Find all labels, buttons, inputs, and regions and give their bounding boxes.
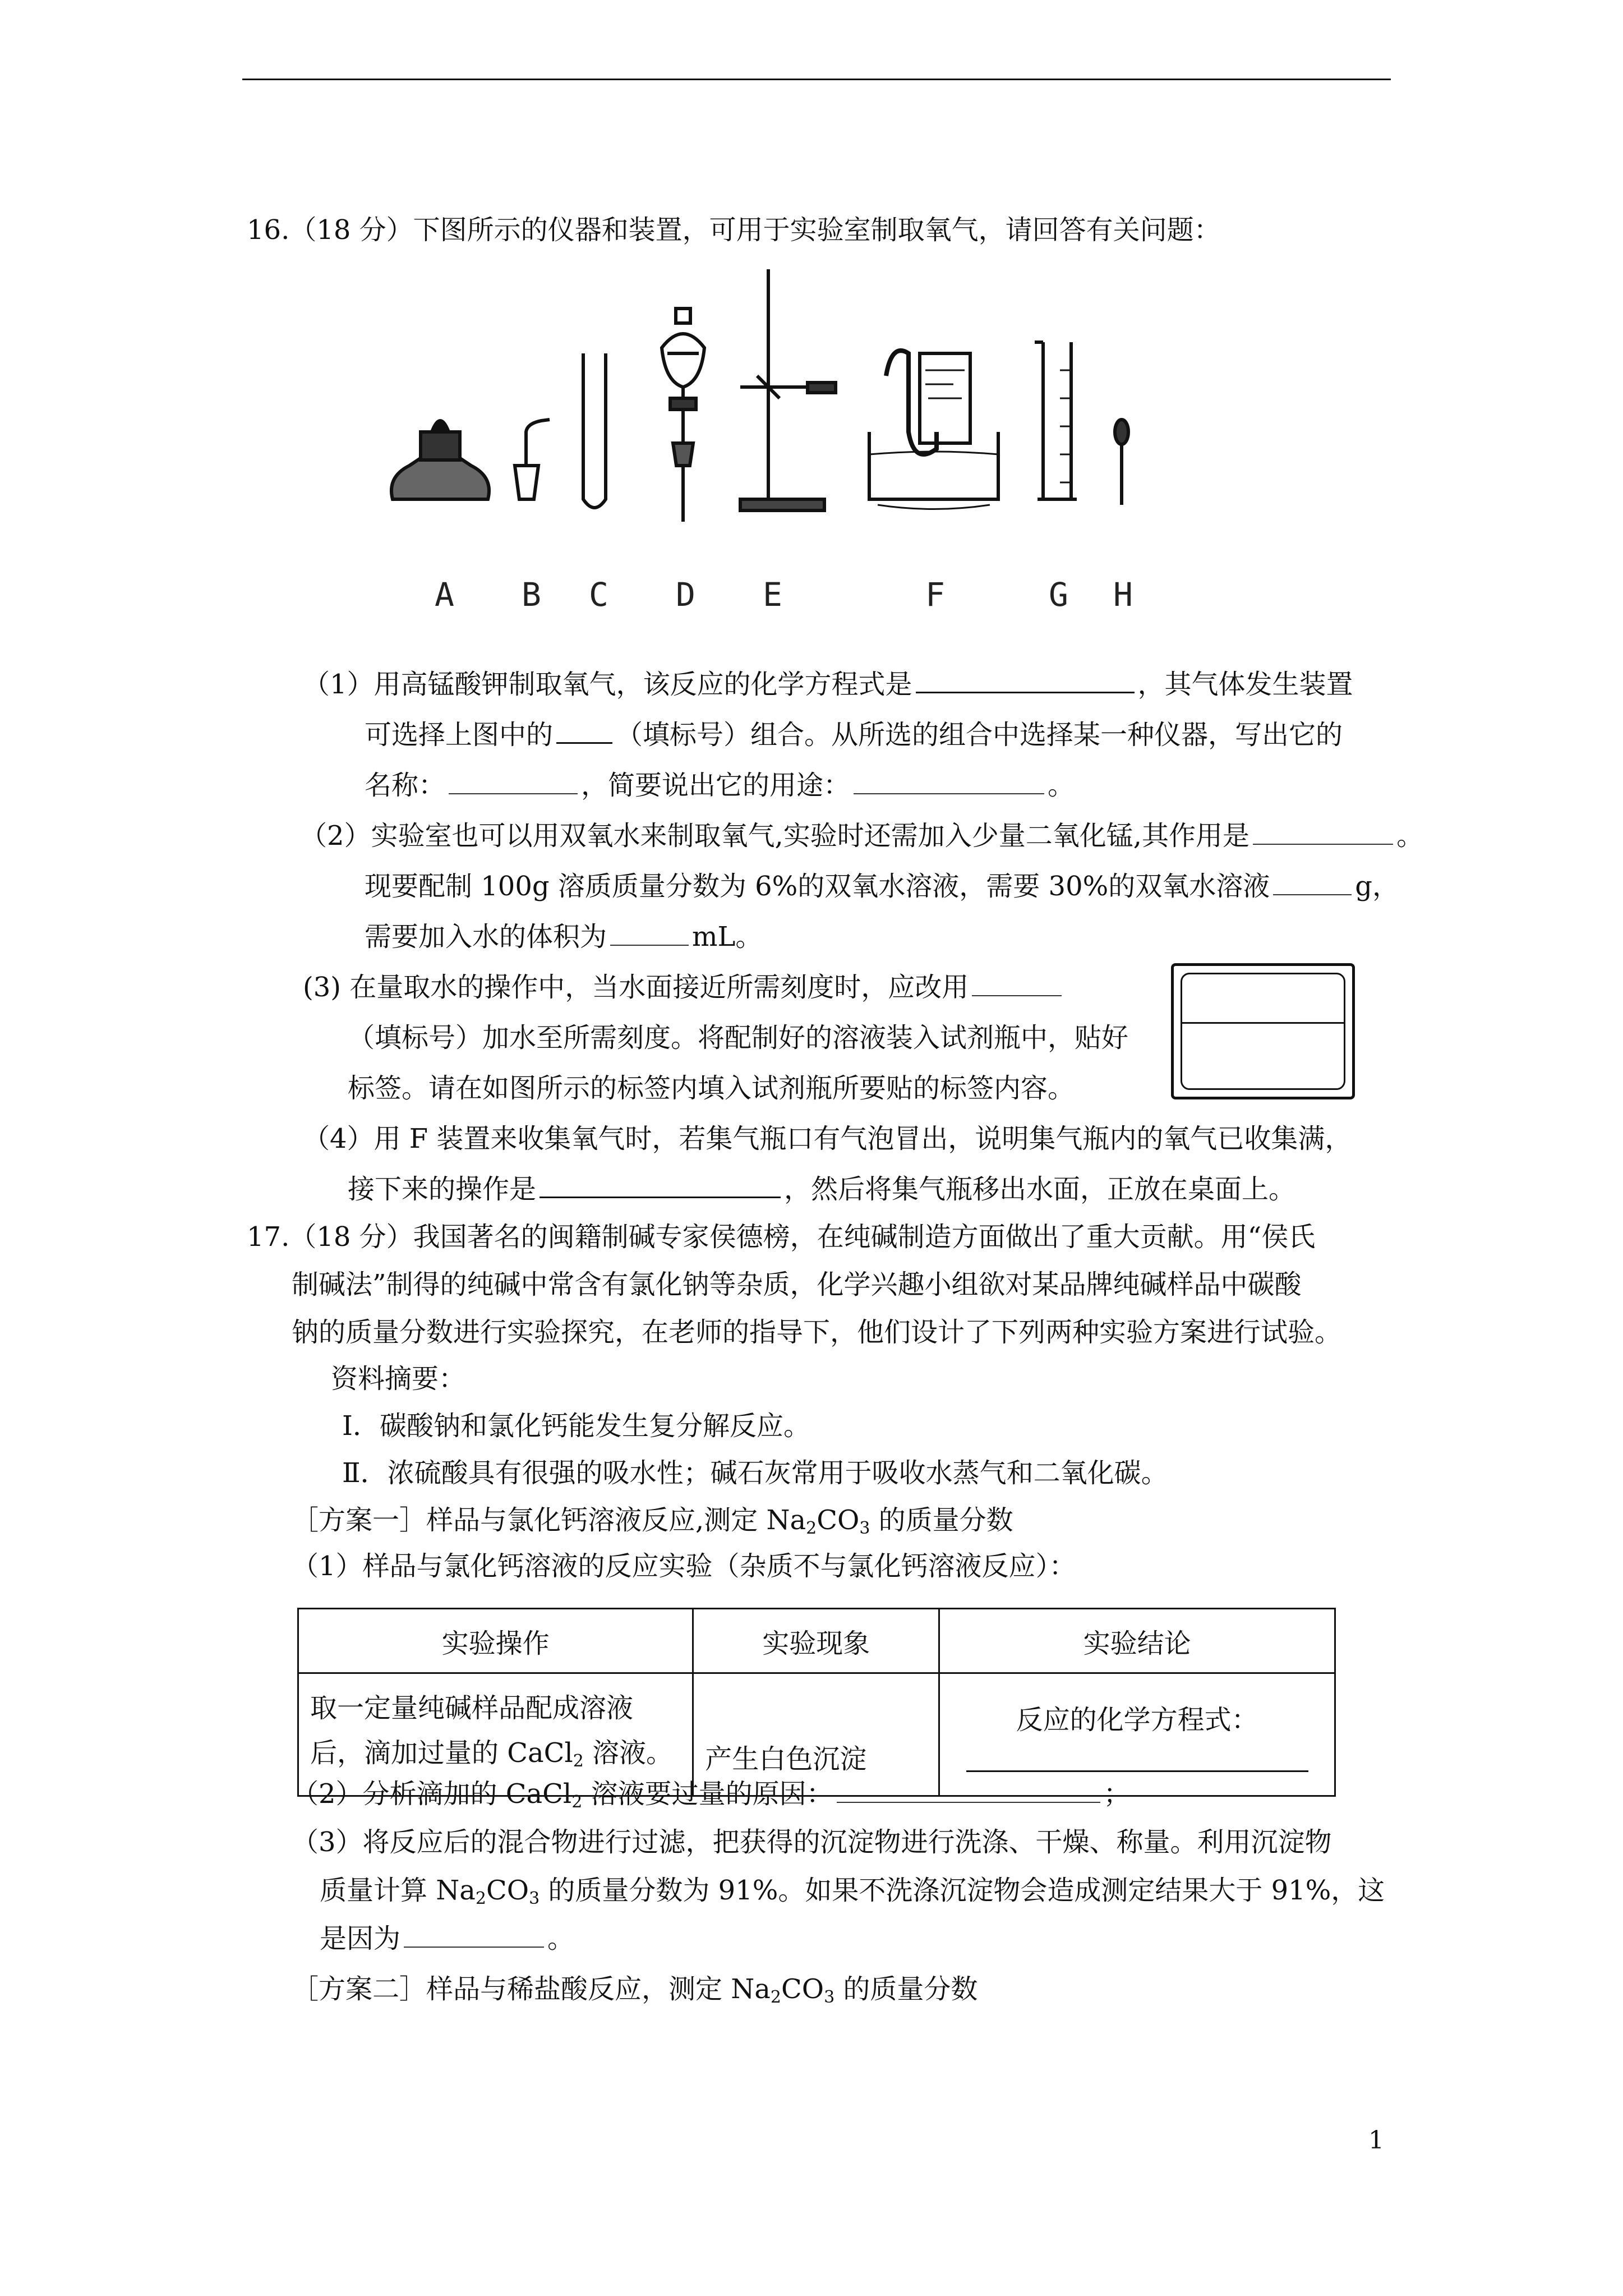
q16-part1-line3 xyxy=(365,769,1075,802)
header-phenomenon: 实验现象 xyxy=(693,1609,939,1673)
answer-blank-excess-reason[interactable] xyxy=(837,1779,1100,1803)
q17-q1: （1）样品与氯化钙溶液的反应实验（杂质不与氯化钙溶液反应）： xyxy=(292,1550,1076,1582)
plan1-sub-2: 3 xyxy=(859,1519,870,1538)
q2-text-c: ； xyxy=(1103,1778,1131,1810)
plan2-text-b: CO xyxy=(781,1973,824,2005)
q3-sub-2: 3 xyxy=(529,1889,540,1908)
plan2-text-c: 的质量分数 xyxy=(834,1973,978,2005)
conclusion-text: 反应的化学方程式： xyxy=(1016,1704,1258,1736)
q16-part4-line2 xyxy=(348,1172,1295,1206)
alcohol-lamp xyxy=(391,421,489,499)
answer-blank-unwashed-reason[interactable] xyxy=(404,1924,544,1948)
plan2-text-a: ［方案二］样品与稀盐酸反应，测定 Na xyxy=(292,1973,771,2005)
op-sub: 2 xyxy=(573,1751,584,1771)
plan1-sub-1: 2 xyxy=(806,1519,817,1538)
answer-blank-solution-mass[interactable] xyxy=(1273,872,1352,895)
answer-blank-next-step[interactable] xyxy=(540,1174,781,1198)
op-line2 xyxy=(310,1731,681,1784)
q3-text-b: CO xyxy=(486,1875,529,1906)
op-line2-a: 后，滴加过量的 CaCl xyxy=(310,1737,573,1769)
q17-q3-line3 xyxy=(320,1922,574,1955)
label-divider xyxy=(1181,1022,1345,1024)
label-inner-border xyxy=(1181,973,1345,1090)
answer-blank-mno2-role[interactable] xyxy=(1253,821,1393,845)
q16-p1-text-c: 可选择上图中的 xyxy=(365,719,554,751)
q16-part1-line2 xyxy=(365,718,1343,752)
q17-intro-line1: 17.（18 分）我国著名的闽籍制碱专家侯德榜，在纯碱制造方面做出了重大贡献。用“侯氏 xyxy=(247,1221,1316,1253)
q16-part2-line3 xyxy=(365,920,762,954)
q16-p1-text-e: 名称： xyxy=(365,770,446,801)
q17-plan2-title xyxy=(292,1972,978,2014)
q16-stem: 16.（18 分）下图所示的仪器和装置，可用于实验室制取氧气，请回答有关问题： xyxy=(247,214,1221,246)
reagent-label-box[interactable] xyxy=(1171,963,1355,1099)
q16-p1-text-b: ，其气体发生装置 xyxy=(1137,669,1353,700)
label-A: A xyxy=(435,576,454,614)
phenomenon-text: 产生白色沉淀 xyxy=(705,1743,867,1775)
q16-p2-text-e: 需要加入水的体积为 xyxy=(365,921,607,953)
answer-blank-table-equation[interactable] xyxy=(966,1748,1308,1772)
q3-text-d: 是因为 xyxy=(320,1923,401,1954)
q16-p4-text-c: ，然后将集气瓶移出水面，正放在桌面上。 xyxy=(784,1174,1296,1205)
q16-p1-text-d: （填标号）组合。从所选的组合中选择某一种仪器，写出它的 xyxy=(616,719,1343,751)
q17-plan1-title xyxy=(292,1503,1013,1545)
q16-part4-line1: （4）用 F 装置来收集氧气时，若集气瓶口有气泡冒出，说明集气瓶内的氧气已收集满， xyxy=(303,1123,1352,1154)
plan1-text-c: 的质量分数 xyxy=(870,1504,1013,1536)
page-number: 1 xyxy=(1368,2126,1384,2155)
answer-blank-usage[interactable] xyxy=(854,771,1044,794)
answer-blank-equation[interactable] xyxy=(916,669,1135,693)
q16-p4-text-b: 接下来的操作是 xyxy=(348,1174,537,1205)
q16-part3-line2: （填标号）加水至所需刻度。将配制好的溶液装入试剂瓶中，贴好 xyxy=(348,1022,1129,1053)
q17-info-1: Ⅰ．碳酸钠和氯化钙能发生复分解反应。 xyxy=(342,1410,810,1442)
answer-blank-name[interactable] xyxy=(449,771,578,794)
q2-text-b: 溶液要过量的原因： xyxy=(582,1778,833,1810)
q17-q3-line2 xyxy=(320,1874,1385,1916)
q3-text-a: 质量计算 Na xyxy=(320,1875,476,1906)
q16-part3-line3: 标签。请在如图所示的标签内填入试剂瓶所要贴的标签内容。 xyxy=(348,1073,1075,1104)
label-H: H xyxy=(1113,576,1133,614)
table-header-row xyxy=(298,1609,1335,1673)
separatory-funnel xyxy=(662,309,704,522)
q16-p1-text-g: 。 xyxy=(1048,770,1075,801)
plan2-sub-1: 2 xyxy=(770,1987,781,2007)
test-tube xyxy=(583,353,606,508)
header-rule xyxy=(242,79,1391,80)
label-C: C xyxy=(589,576,608,614)
q16-p3-text-a: (3) 在量取水的操作中，当水面接近所需刻度时，应改用 xyxy=(303,972,969,1003)
q16-p1-text-a: （1）用高锰酸钾制取氧气，该反应的化学方程式是 xyxy=(303,669,912,700)
q16-p2-text-d: g， xyxy=(1355,871,1399,902)
q16-part2-line2 xyxy=(365,869,1399,903)
q17-info-title: 资料摘要： xyxy=(331,1363,466,1395)
q17-info-2: Ⅱ．浓硫酸具有很强的吸水性；碱石灰常用于吸收水蒸气和二氧化碳。 xyxy=(342,1457,1168,1489)
answer-blank-water-volume[interactable] xyxy=(610,922,689,946)
q16-part2-line1 xyxy=(300,819,1423,853)
label-E: E xyxy=(763,576,782,614)
q16-p2-text-a: （2）实验室也可以用双氧水来制取氧气,实验时还需加入少量二氧化锰,其作用是 xyxy=(300,820,1250,852)
header-conclusion: 实验结论 xyxy=(939,1609,1335,1673)
q17-intro-line3: 钠的质量分数进行实验探究，在老师的指导下，他们设计了下列两种实验方案进行试验。 xyxy=(292,1317,1342,1348)
answer-blank-apparatus[interactable] xyxy=(556,720,612,744)
q16-p2-text-f: mL。 xyxy=(692,921,763,953)
q16-part1-line1 xyxy=(303,668,1353,701)
q3-text-c: 的质量分数为 91%。如果不洗涤沉淀物会造成测定结果大于 91%，这 xyxy=(540,1875,1385,1906)
graduated-cylinder xyxy=(1035,342,1077,499)
dropper xyxy=(1115,420,1128,505)
stopper-with-tube xyxy=(515,420,550,499)
q2-text-a: （2）分析滴加的 CaCl xyxy=(292,1778,572,1810)
plan1-text-a: ［方案一］样品与氯化钙溶液反应,测定 Na xyxy=(292,1504,806,1536)
apparatus-figure xyxy=(370,264,1178,623)
q16-p2-text-c: 现要配制 100g 溶质质量分数为 6%的双氧水溶液，需要 30%的双氧水溶液 xyxy=(365,871,1270,902)
q3-text-e: 。 xyxy=(547,1923,575,1954)
op-line2-b: 溶液。 xyxy=(583,1737,674,1769)
q16-p2-text-b: 。 xyxy=(1396,820,1424,852)
q16-part3-line1 xyxy=(303,970,1065,1004)
plan2-sub-2: 3 xyxy=(824,1987,835,2007)
experiment-table xyxy=(297,1608,1336,1797)
q17-q3-line1: （3）将反应后的混合物进行过滤，把获得的沉淀物进行洗涤、干燥、称量。利用沉淀物 xyxy=(292,1826,1332,1858)
water-trough-with-jar xyxy=(869,351,998,509)
plan1-text-b: CO xyxy=(817,1504,860,1536)
answer-blank-instrument[interactable] xyxy=(972,973,1062,996)
q16-p1-text-f: ，简要说出它的用途： xyxy=(581,770,851,801)
label-F: F xyxy=(925,576,945,614)
op-line1: 取一定量纯碱样品配成溶液 xyxy=(310,1692,634,1724)
label-D: D xyxy=(676,576,695,614)
label-B: B xyxy=(522,576,541,614)
iron-stand xyxy=(740,269,836,510)
header-operation: 实验操作 xyxy=(298,1609,693,1673)
q2-sub: 2 xyxy=(571,1792,583,1812)
label-G: G xyxy=(1049,576,1068,614)
q17-q2 xyxy=(292,1777,1131,1819)
q3-sub-1: 2 xyxy=(475,1889,486,1908)
q17-intro-line2: 制碱法”制得的纯碱中常含有氯化钠等杂质，化学兴趣小组欲对某品牌纯碱样品中碳酸 xyxy=(292,1269,1302,1300)
